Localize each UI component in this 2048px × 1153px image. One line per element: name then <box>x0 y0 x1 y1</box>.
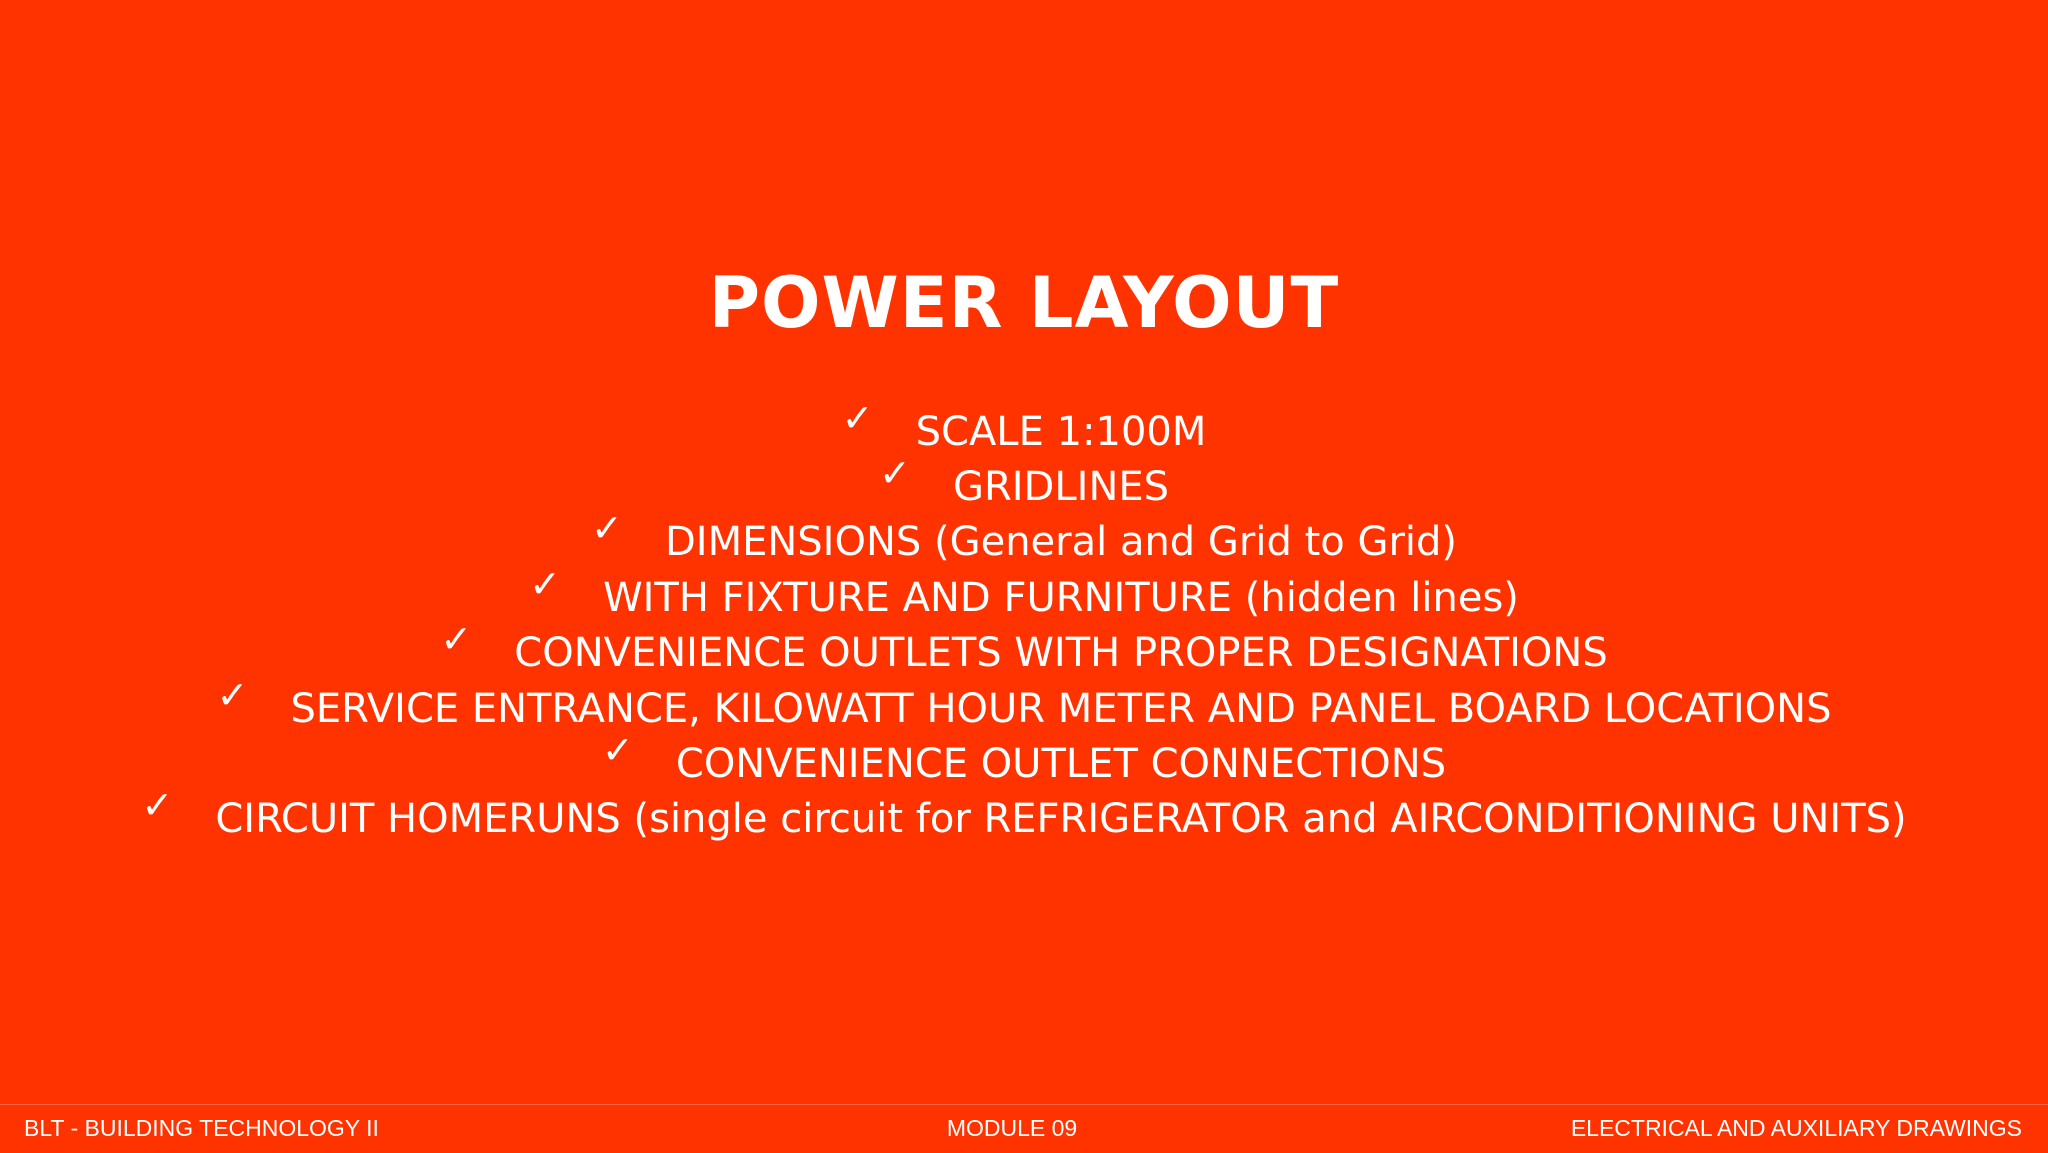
checklist-item-dimensions <box>0 506 2048 570</box>
checklist-item-text: WITH FIXTURE AND FURNITURE (hidden lines) <box>603 574 1519 621</box>
slide-title: POWER LAYOUT <box>708 262 1340 344</box>
checklist-item-fixtures <box>0 561 2048 625</box>
checkmark-icon: ✓ <box>529 561 561 606</box>
checklist-item-outlets <box>0 617 2048 681</box>
footer-module-number: MODULE 09 <box>946 1115 1078 1141</box>
requirements-checklist <box>0 395 2048 847</box>
checkmark-icon: ✓ <box>601 728 634 773</box>
checklist-item-text: GRIDLINES <box>952 464 1170 511</box>
checkmark-icon: ✓ <box>440 617 473 662</box>
checklist-item-text: DIMENSIONS (General and Grid to Grid) <box>664 519 1457 566</box>
checklist-item-text: SCALE 1:100M <box>915 408 1207 455</box>
checklist-item-text: CONVENIENCE OUTLET CONNECTIONS <box>675 741 1447 788</box>
checkmark-icon: ✓ <box>216 672 249 717</box>
checklist-item-text: SERVICE ENTRANCE, KILOWATT HOUR METER AND PANEL BOARD LOCATIONS <box>290 685 1832 732</box>
checklist-item-text: CONVENIENCE OUTLETS WITH PROPER DESIGNATIONS <box>514 630 1608 677</box>
checklist-item-homeruns <box>0 783 2048 847</box>
footer-topic: ELECTRICAL AND AUXILIARY DRAWINGS <box>1570 1115 2022 1141</box>
checklist-item-service-entrance <box>0 672 2048 736</box>
checkmark-icon: ✓ <box>878 451 911 496</box>
checkmark-icon: ✓ <box>141 783 174 828</box>
checklist-item-text: CIRCUIT HOMERUNS (single circuit for REFRIGERATOR and AIRCONDITIONING UNITS) <box>215 796 1907 843</box>
checkmark-icon: ✓ <box>841 395 874 440</box>
footer-course-name: BLT - BUILDING TECHNOLOGY II <box>24 1115 379 1141</box>
checklist-item-gridlines <box>0 451 2048 514</box>
checkmark-icon: ✓ <box>590 506 623 551</box>
checklist-item-outlet-connections <box>0 728 2048 791</box>
checklist-item-scale <box>0 395 2048 459</box>
slide-footer <box>0 1104 2048 1153</box>
